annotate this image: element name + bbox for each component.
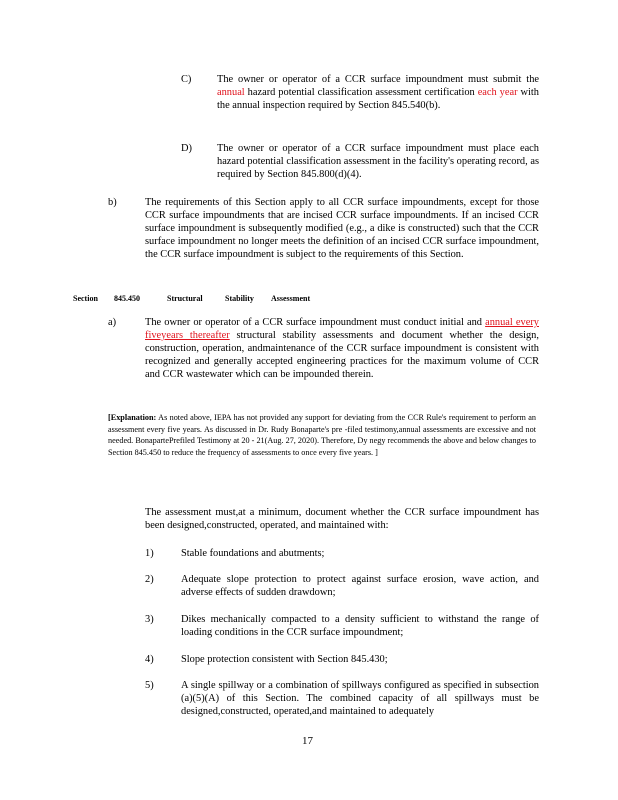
list-item-label: 3) (145, 614, 154, 625)
item-c-struck-annual: annual (217, 87, 245, 98)
explanation-text: As noted above, IEPA has not provided any support for deviating from the CCR Rule's requirement to perform an assessment every five years. As discussed in Dr. Rudy Bonaparte's pre -filed testimony,annual assessments are excessive and not needed. BonapartePrefiled Testimony at 20 - 21(Aug. 27, 2020). Therefore, Dy negy recommends the above and below changes to Section 845.450 to reduce the frequency of assessments to once every five years. ] (108, 413, 536, 457)
list-item-text: Stable foundations and abutments; (181, 548, 325, 559)
item-d-text: The owner or operator of a CCR surface impoundment must place each hazard potential classification assessment in the facility's operating record, as required by Section 845.800(d)(4). (217, 143, 539, 180)
assessment-intro: The assessment must,at a minimum, document whether the CCR surface impoundment has been designed,constructed, operated, and maintained with: (145, 507, 539, 531)
list-item-text: A single spillway or a combination of spillways configured as specified in subsection (a)(5)(A) of this Section. The combined capacity of all spillways must be designed,constructed, operated,and maintained to adequately (181, 680, 539, 717)
list-item-text: Slope protection consistent with Section 845.430; (181, 654, 388, 665)
item-d-label: D) (181, 143, 192, 154)
item-b-label: b) (108, 197, 117, 208)
section-title-word-3: Assessment (271, 294, 311, 303)
item-a-label: a) (108, 317, 117, 328)
page-number: 17 (302, 735, 313, 747)
explanation-label: [Explanation: (108, 413, 157, 422)
item-b-text: The requirements of this Section apply to all CCR surface impoundments, except for those CCR surface impoundments that are incised CCR surface impoundments. If an incised CCR surface impoundment is subsequently modified (e.g., a dike is constructed) such that the CCR surface impoundment no longer meets the definition of an incised CCR surface impoundment, the CCR surface impoundment is subject to the requirements of this Section. (145, 197, 539, 260)
item-c-text-3: with the annual inspection required by Section 845.540(b). (217, 87, 539, 111)
list-item-text: Adequate slope protection to protect against surface erosion, wave action, and adverse effects of sudden drawdown; (181, 574, 539, 598)
item-a-text-2: structural stability assessments and document whether the design, construction, operation, andmaintenance of the CCR surface impoundment is consistent with recognized and generally accepted engineering practices for the maximum volume of CCR and CCR wastewater which can be impounded therein. (145, 330, 539, 380)
list-item-label: 4) (145, 654, 154, 665)
item-a-text-1: The owner or operator of a CCR surface impoundment must conduct initial and (145, 317, 486, 328)
item-c-text (217, 73, 539, 112)
section-label: Section (73, 294, 98, 303)
list-item-label: 1) (145, 548, 154, 559)
list-item-label: 2) (145, 574, 154, 585)
item-c-label: C) (181, 74, 192, 85)
section-title-word-2: Stability (225, 294, 254, 303)
list-item-text: Dikes mechanically compacted to a density sufficient to withstand the range of loading conditions in the CCR surface impoundment; (181, 614, 539, 638)
item-c-text-1: The owner or operator of a CCR surface impoundment must submit the (217, 74, 539, 85)
explanation-note (108, 412, 536, 458)
item-c-text-2: hazard potential classification assessment certification (244, 87, 478, 98)
section-title-word-1: Structural (167, 294, 203, 303)
section-number: 845.450 (114, 294, 140, 303)
item-c-inserted-each-year: each year (477, 87, 518, 98)
item-a-text (145, 316, 539, 381)
list-item-label: 5) (145, 680, 154, 691)
item-a-inserted-text: annual every fiveyears thereafter (145, 317, 539, 341)
